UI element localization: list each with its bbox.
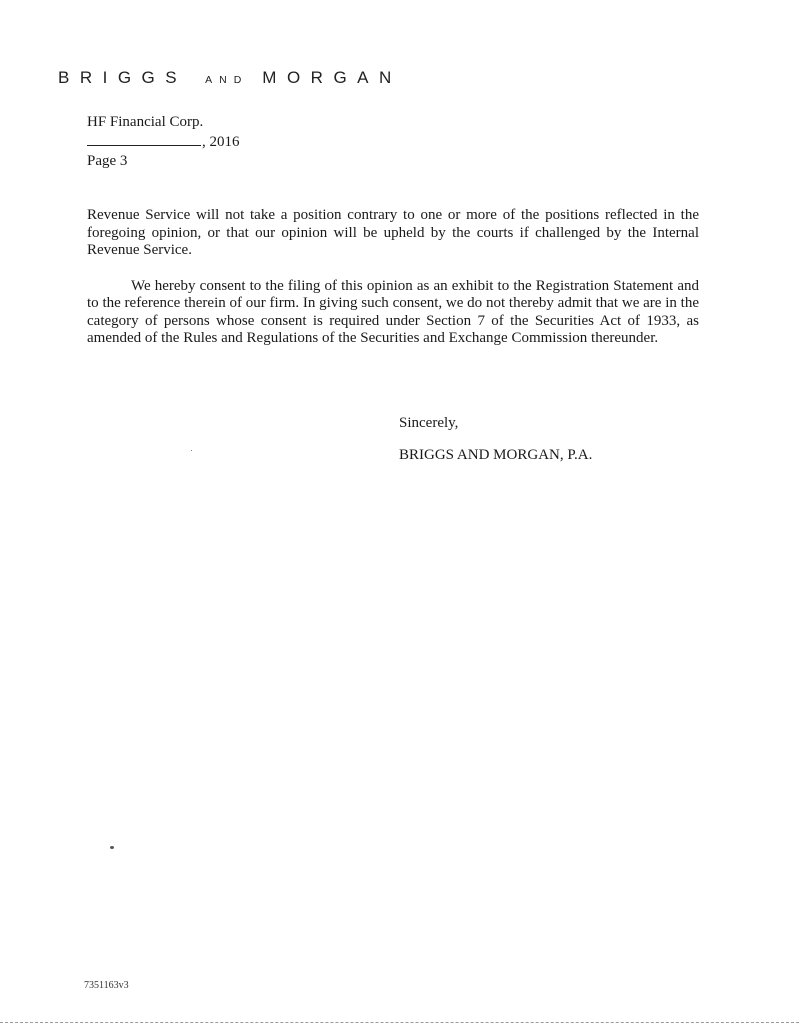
date-blank bbox=[87, 133, 201, 146]
closing: Sincerely, bbox=[399, 415, 459, 431]
firm-signature: BRIGGS AND MORGAN, P.A. bbox=[399, 447, 593, 463]
scan-speck bbox=[110, 846, 114, 849]
scan-speck bbox=[191, 450, 192, 451]
letterhead-connector: AND bbox=[205, 74, 249, 86]
letterhead-name-first: BRIGGS bbox=[58, 68, 188, 87]
header-block bbox=[87, 113, 240, 172]
letter-body bbox=[87, 207, 699, 366]
page-number: Page 3 bbox=[87, 153, 128, 169]
paragraph-irs: Revenue Service will not take a position contrary to one or more of the positions reflected in the foregoing opinion, or that our opinion will be upheld by the courts if challenged by the Internal Revenue Service. bbox=[87, 207, 699, 258]
recipient-name: HF Financial Corp. bbox=[87, 114, 204, 130]
date-year: , 2016 bbox=[202, 133, 240, 150]
letterhead bbox=[58, 68, 402, 88]
signature-block bbox=[399, 414, 592, 464]
scan-edge-line bbox=[0, 1022, 799, 1023]
document-id: 7351163v3 bbox=[84, 980, 129, 991]
date-line bbox=[87, 133, 240, 153]
letterhead-name-second: MORGAN bbox=[262, 68, 402, 87]
paragraph-consent: We hereby consent to the filing of this opinion as an exhibit to the Registration Statement and to the reference therein of our firm. In giving such consent, we do not thereby admit that we are in the category of persons whose consent is required under Section 7 of the Securities Act of 1933, as amended of the Rules and Regulations of the Securities and Exchange Commission thereunder. bbox=[87, 277, 699, 346]
